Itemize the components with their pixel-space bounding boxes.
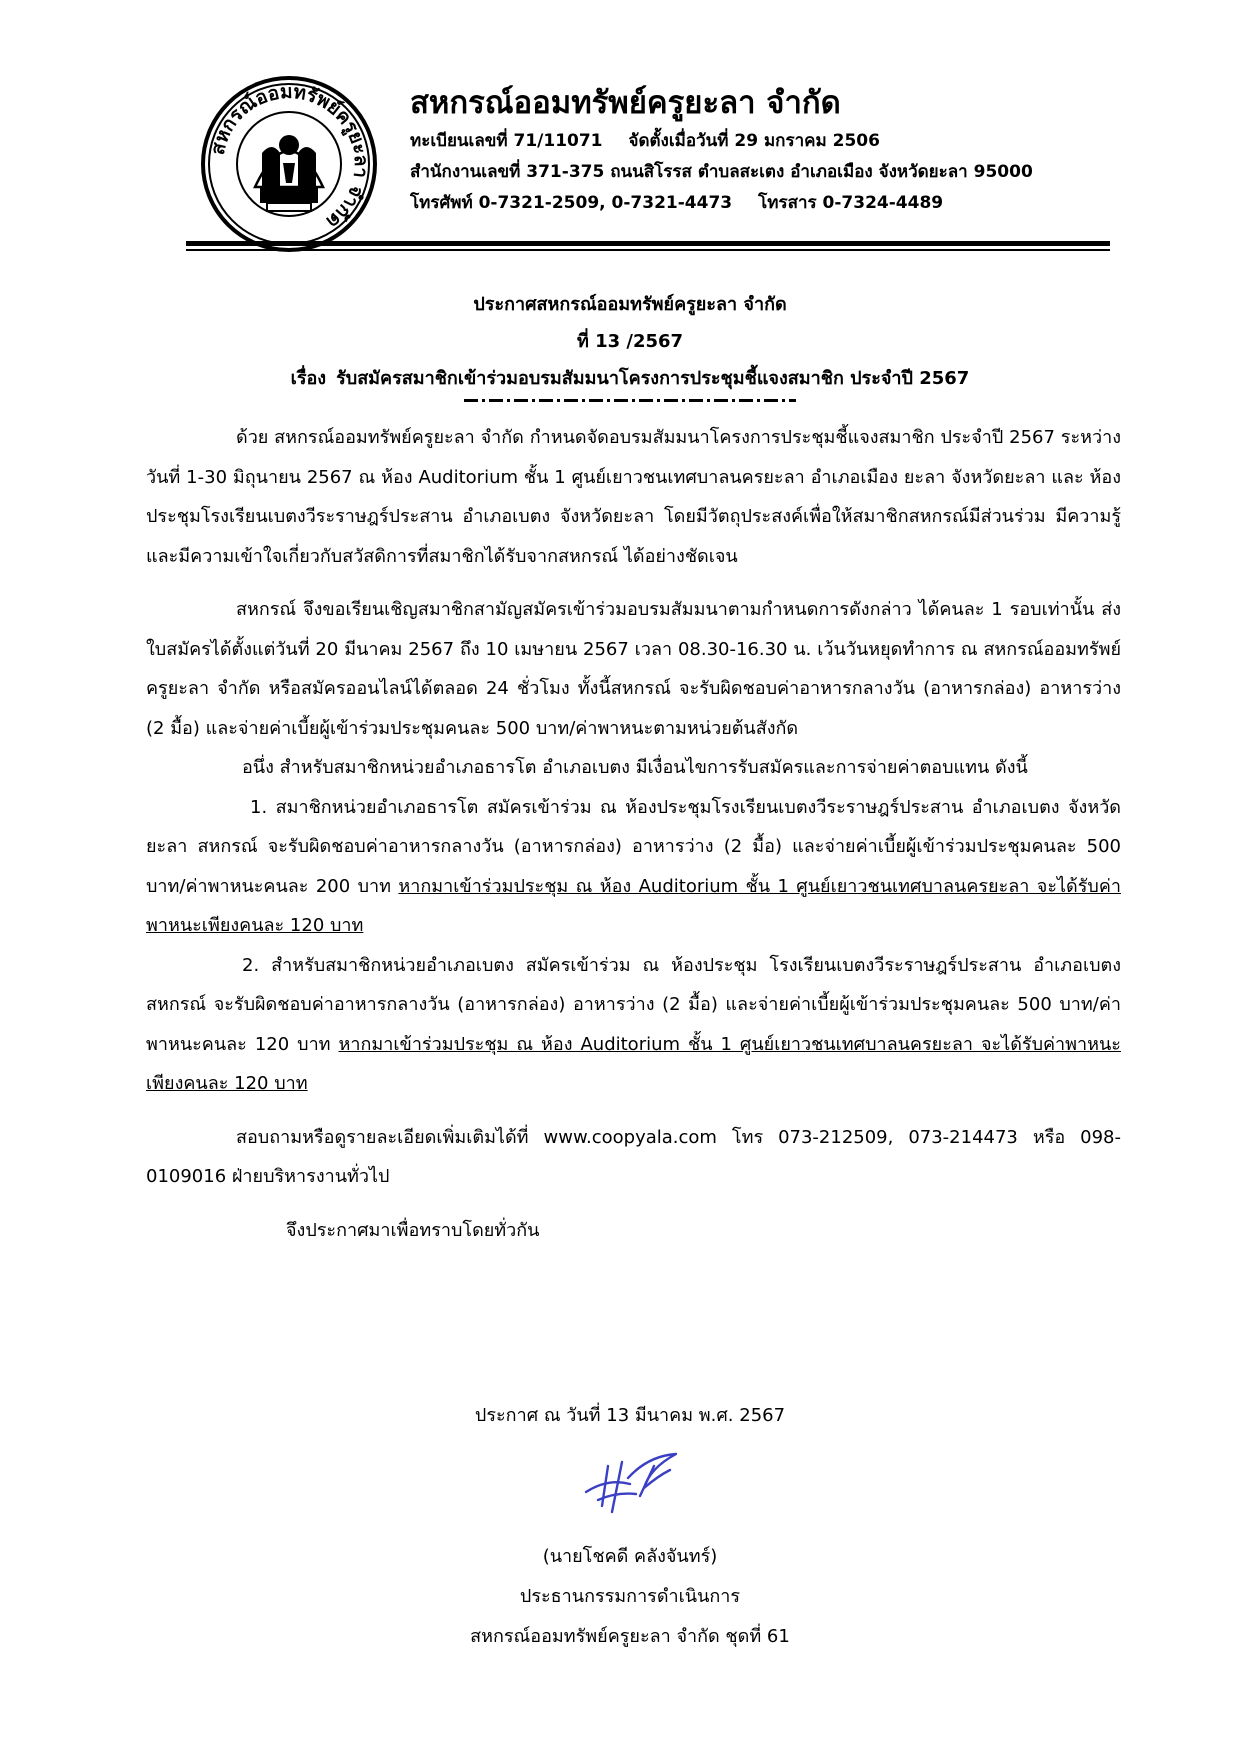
title-dash-divider	[464, 399, 796, 402]
phone-numbers: โทรศัพท์ 0-7321-2509, 0-7321-4473	[410, 193, 733, 213]
subject-label: เรื่อง	[290, 368, 327, 389]
established-date: จัดตั้งเมื่อวันที่ 29 มกราคม 2506	[628, 131, 880, 151]
condition-item-1-note: หากมาเข้าร่วมประชุม ณ ห้อง Auditorium ชั้น 1 ศูนย์เยาวชนเทศบาลนครยะลา จะได้รับค่าพาหนะเพียงคนละ 120 บาท	[146, 875, 1121, 936]
seal-ring-text: สหกรณ์ออมทรัพย์ครูยะลา จำกัด	[206, 80, 373, 233]
signer-position: ประธานกรรมการดำเนินการ	[519, 1586, 741, 1607]
condition-item-1	[146, 788, 1121, 946]
letterhead	[410, 80, 1210, 219]
paragraph-invitation: สหกรณ์ จึงขอเรียนเชิญสมาชิกสามัญสมัครเข้าร่วมอบรมสัมมนาตามกำหนดการดังกล่าว ได้คนละ 1 รอบเท่านั้น ส่งใบสมัครได้ตั้งแต่วันที่ 20 มีนาคม 2567 ถึง 10 เมษายน 2567 เวลา 08.30-16.30 น. เว้นวันหยุดทำการ ณ สหกรณ์ออมทรัพย์ครูยะลา จำกัด หรือสมัครออนไลน์ได้ตลอด 24 ชั่วโมง ทั้งนี้สหกรณ์ จะรับผิดชอบค่าอาหารกลางวัน (อาหารกล่อง) อาหารว่าง (2 มื้อ) และจ่ายค่าเบี้ยผู้เข้าร่วมประชุมคนละ 500 บาท/ค่าพาหนะตามหน่วยต้นสังกัด	[146, 599, 1121, 739]
registration-number: ทะเบียนเลขที่ 71/11071	[410, 131, 603, 151]
office-address: สำนักงานเลขที่ 371-375 ถนนสิโรรส ตำบลสะเตง อำเภอเมือง จังหวัดยะลา 95000	[410, 162, 1033, 182]
handwritten-signature-icon	[578, 1448, 688, 1518]
cooperative-seal-logo	[200, 75, 378, 253]
paragraph-purpose: ด้วย สหกรณ์ออมทรัพย์ครูยะลา จำกัด กำหนดจัดอบรมสัมมนาโครงการประชุมชี้แจงสมาชิก ประจำปี 2567 ระหว่างวันที่ 1-30 มิถุนายน 2567 ณ ห้อง Auditorium ชั้น 1 ศูนย์เยาวชนเทศบาลนครยะลา อำเภอเมือง ยะลา จังหวัดยะลา และ ห้องประชุมโรงเรียนเบตงวีระราษฎร์ประสาน อำเภอเบตง จังหวัดยะลา โดยมีวัตถุประสงค์เพื่อให้สมาชิกสหกรณ์มีส่วนร่วม มีความรู้ และมีความเข้าใจเกี่ยวกับสวัสดิการที่สมาชิกได้รับจากสหกรณ์ ได้อย่างชัดเจน	[146, 427, 1121, 567]
registration-line	[410, 126, 1210, 157]
fax-number: โทรสาร 0-7324-4489	[758, 193, 944, 213]
condition-item-2-note: หากมาเข้าร่วมประชุม ณ ห้อง Auditorium ชั้น 1 ศูนย์เยาวชนเทศบาลนครยะลา จะได้รับค่าพาหนะเพียงคนละ 120 บาท	[146, 1033, 1121, 1094]
letterhead-rule-thick	[186, 241, 1110, 246]
announcement-heading: ประกาศสหกรณ์ออมทรัพย์ครูยะลา จำกัด	[473, 294, 787, 315]
letterhead-rule-thin	[186, 249, 1110, 251]
seal-emblem-icon	[200, 75, 378, 253]
contact-line	[410, 188, 1210, 219]
condition-item-2-text: 2. สำหรับสมาชิกหน่วยอำเภอเบตง สมัครเข้าร่วม ณ ห้องประชุม โรงเรียนเบตงวีระราษฎร์ประสาน อำเภอเบตง สหกรณ์ จะรับผิดชอบค่าอาหารกลางวัน (อาหารกล่อง) อาหารว่าง (2 มื้อ) และจ่ายค่าเบี้ยผู้เข้าร่วมประชุมคนละ 500 บาท/ค่าพาหนะคนละ 120 บาท	[146, 954, 1121, 1055]
announcement-date: ประกาศ ณ วันที่ 13 มีนาคม พ.ศ. 2567	[474, 1405, 786, 1426]
announcement-body	[146, 418, 1121, 1250]
announcement-subject	[140, 360, 1120, 397]
condition-item-2	[146, 946, 1121, 1104]
paragraph-contact: สอบถามหรือดูรายละเอียดเพิ่มเติมได้ที่ www.coopyala.com โทร 073-212509, 073-214473 หรือ 098-0109016 ฝ่ายบริหารงานทั่วไป	[146, 1126, 1121, 1187]
signature-image	[578, 1448, 688, 1518]
signer-name: (นายโชคดี คลังจันทร์)	[542, 1546, 718, 1567]
subject-text: รับสมัครสมาชิกเข้าร่วมอบรมสัมมนาโครงการประชุมชี้แจงสมาชิก ประจำปี 2567	[336, 368, 970, 389]
organization-name: สหกรณ์ออมทรัพย์ครูยะลา จำกัด	[410, 85, 841, 121]
paragraph-conditions-intro: อนึ่ง สำหรับสมาชิกหน่วยอำเภอธารโต อำเภอเบตง มีเงื่อนไขการรับสมัครและการจ่ายค่าตอบแทน ดังนี้	[242, 757, 1028, 778]
closing-statement: จึงประกาศมาเพื่อทราบโดยทั่วกัน	[286, 1219, 540, 1241]
signatory-block	[140, 1537, 1120, 1657]
signer-organization: สหกรณ์ออมทรัพย์ครูยะลา จำกัด ชุดที่ 61	[470, 1626, 790, 1647]
announcement-title	[140, 286, 1120, 402]
announcement-number: ที่ 13 /2567	[576, 331, 684, 352]
condition-item-1-text: 1. สมาชิกหน่วยอำเภอธารโต สมัครเข้าร่วม ณ ห้องประชุมโรงเรียนเบตงวีระราษฎร์ประสาน อำเภอเบตง จังหวัดยะลา สหกรณ์ จะรับผิดชอบค่าอาหารกลางวัน (อาหารกล่อง) อาหารว่าง (2 มื้อ) และจ่ายค่าเบี้ยผู้เข้าร่วมประชุมคนละ 500 บาท/ค่าพาหนะคนละ 200 บาท	[146, 796, 1121, 897]
